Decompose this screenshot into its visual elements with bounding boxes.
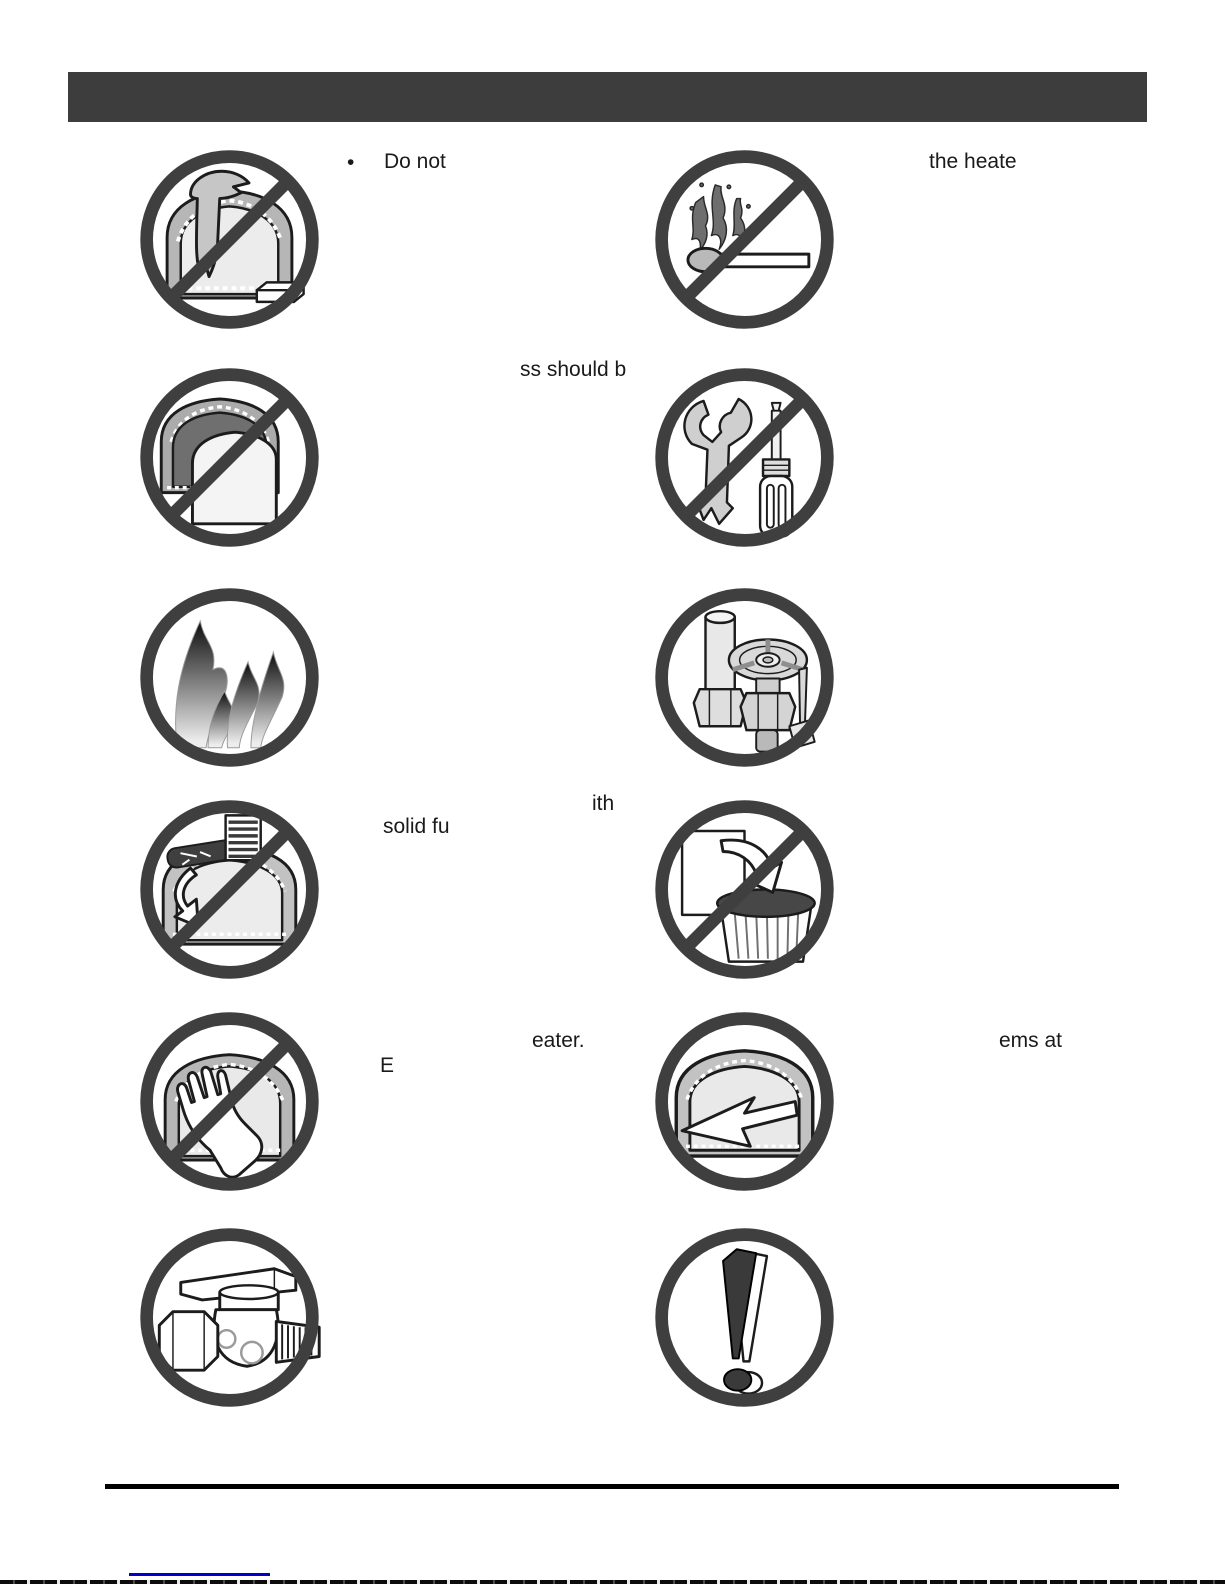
section-header-bar <box>68 72 1147 122</box>
no-solid-fuel-icon <box>132 792 327 987</box>
text-fragment-e: E <box>380 1054 395 1077</box>
no-matches-icon <box>647 142 842 337</box>
no-cloth-on-heater-icon <box>132 142 327 337</box>
no-missing-glass-panel-icon <box>132 360 327 555</box>
page-bottom-edge <box>0 1580 1225 1584</box>
text-fragment-ith: ith <box>592 792 615 815</box>
no-tools-service-icon <box>647 360 842 555</box>
text-fragment-eater: eater. <box>532 1029 585 1052</box>
text-fragment-ss-should-b: ss should b <box>520 358 627 381</box>
gas-valve-parts-icon <box>647 580 842 775</box>
text-fragment-do-not: Do not <box>384 150 446 173</box>
footer-link-underline[interactable] <box>129 1573 270 1576</box>
bullet-point: • <box>347 151 355 174</box>
footer-rule <box>105 1484 1119 1489</box>
heat-out-of-fireplace-arrow-icon <box>647 1004 842 1199</box>
text-fragment-ems-at: ems at <box>999 1029 1063 1052</box>
no-touch-hot-glass-icon <box>132 1004 327 1199</box>
no-discard-documents-icon <box>647 792 842 987</box>
exclamation-warning-icon <box>647 1220 842 1415</box>
text-fragment-solid-fu: solid fu <box>383 815 450 838</box>
text-fragment-the-heate: the heate <box>929 150 1017 173</box>
gas-shutoff-valve-icon <box>132 1220 327 1415</box>
fire-flames-icon <box>132 580 327 775</box>
